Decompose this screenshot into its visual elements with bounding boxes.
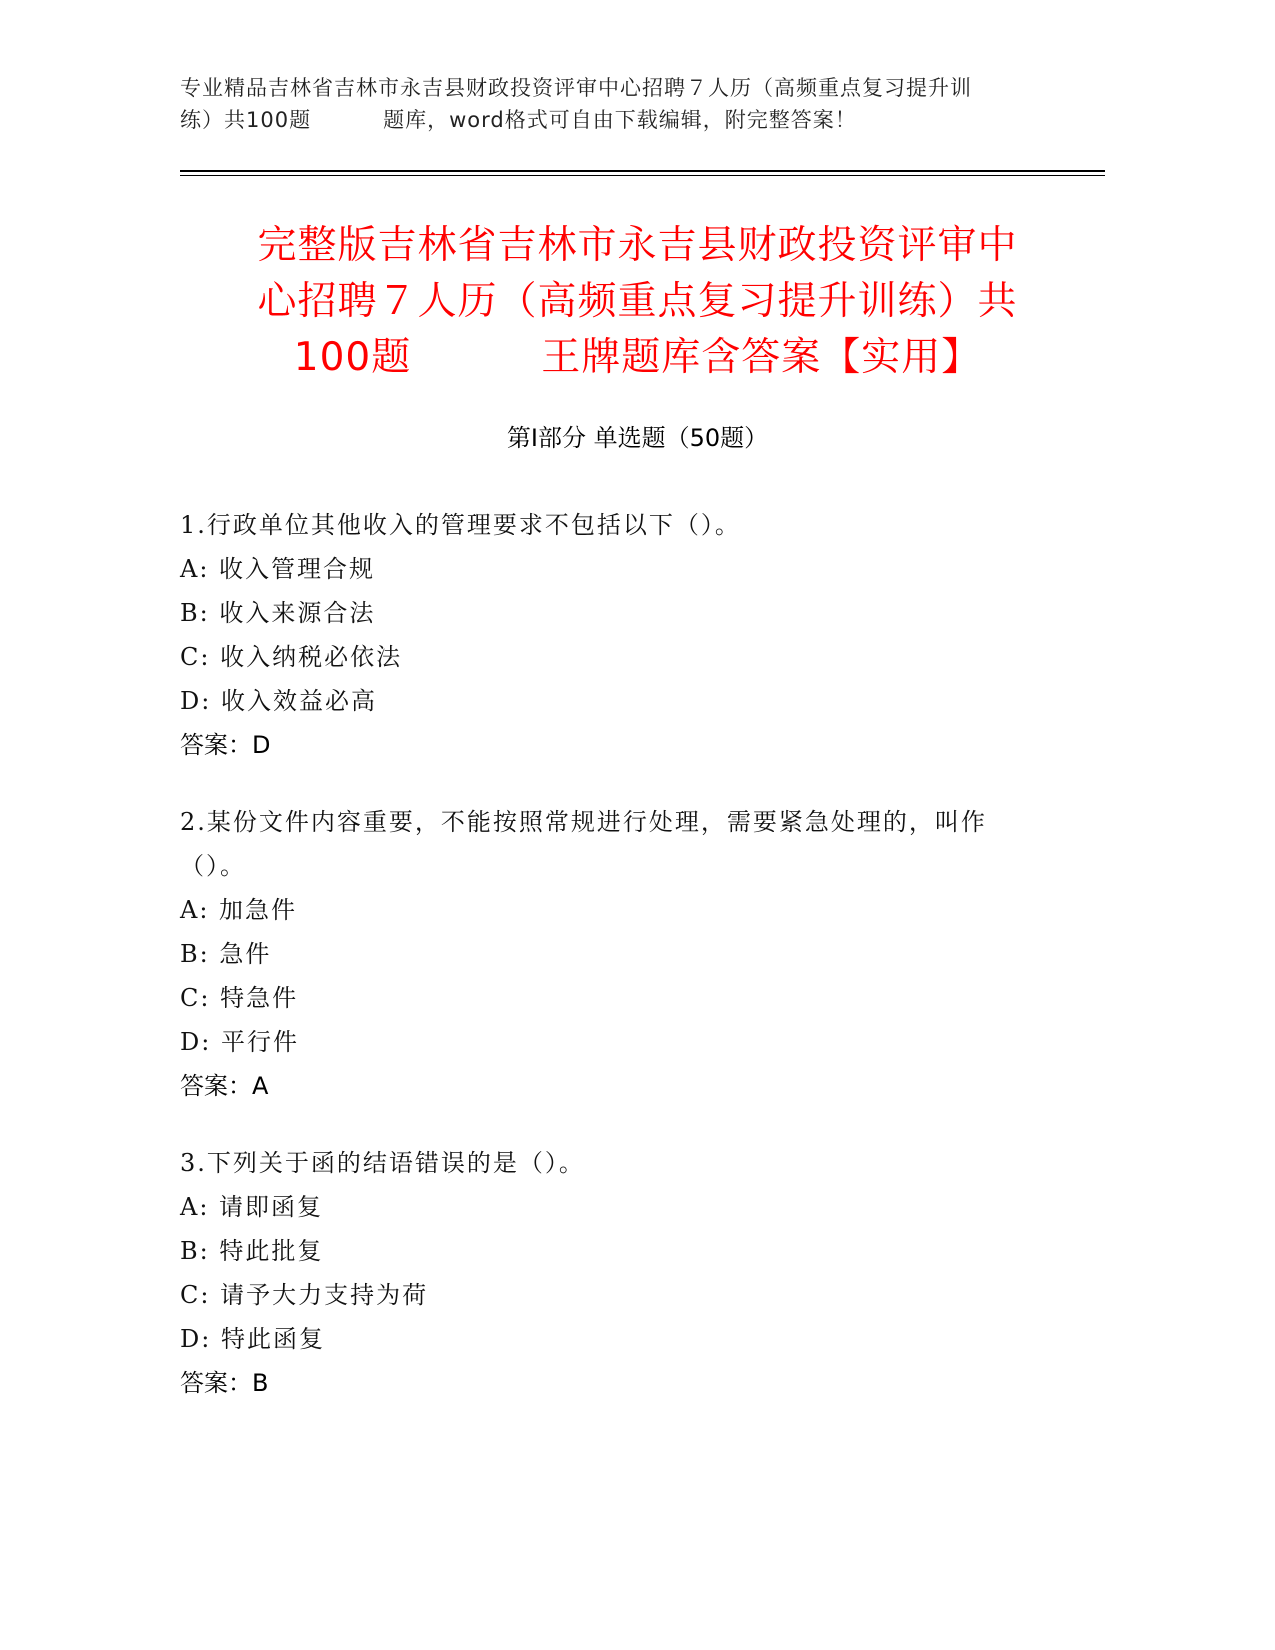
question-1 <box>180 503 1040 767</box>
option-d: D: 特此函复 <box>180 1325 325 1353</box>
header-line-2b: 题库，word格式可自由下载编辑，附完整答案！ <box>383 108 857 132</box>
section-heading: 第Ⅰ部分 单选题（50题） <box>506 424 769 452</box>
option-b: B: 急件 <box>180 940 272 968</box>
page-header <box>180 72 1100 136</box>
header-line-2 <box>180 104 1100 136</box>
option-c: C: 收入纳税必依法 <box>180 643 403 671</box>
question-2 <box>180 800 1040 1108</box>
option-a: A: 加急件 <box>180 896 298 924</box>
question-stem: 2.某份文件内容重要，不能按照常规进行处理，需要紧急处理的，叫作（）。 <box>180 808 987 880</box>
option-c: C: 特急件 <box>180 984 299 1012</box>
option-c: C: 请予大力支持为荷 <box>180 1281 429 1309</box>
answer-text: 答案：A <box>180 1072 269 1100</box>
question-stem: 1.行政单位其他收入的管理要求不包括以下（）。 <box>180 511 741 539</box>
option-b: B: 收入来源合法 <box>180 599 376 627</box>
header-divider-thick <box>180 170 1105 172</box>
question-list <box>180 503 1040 1438</box>
option-a: A: 请即函复 <box>180 1193 324 1221</box>
option-b: B: 特此批复 <box>180 1237 324 1265</box>
option-d: D: 平行件 <box>180 1028 299 1056</box>
title-line-2: 心招聘７人历（高频重点复习提升训练）共 <box>257 279 1018 324</box>
answer-text: 答案：B <box>180 1369 269 1397</box>
title-line-3 <box>150 330 1125 386</box>
title-line-1: 完整版吉林省吉林市永吉县财政投资评审中 <box>257 223 1018 268</box>
question-stem: 3.下列关于函的结语错误的是（）。 <box>180 1149 585 1177</box>
option-a: A: 收入管理合规 <box>180 555 376 583</box>
option-d: D: 收入效益必高 <box>180 687 377 715</box>
question-3 <box>180 1141 1040 1405</box>
title-line-3a: 100题 <box>293 335 412 380</box>
header-divider-thin <box>180 175 1105 176</box>
title-line-3b: 王牌题库含答案【实用】 <box>541 335 982 380</box>
header-line-2a: 练）共100题 <box>180 108 312 132</box>
answer-text: 答案：D <box>180 731 271 759</box>
header-line-1: 专业精品吉林省吉林市永吉县财政投资评审中心招聘７人历（高频重点复习提升训 <box>180 76 972 100</box>
document-title <box>150 218 1125 386</box>
